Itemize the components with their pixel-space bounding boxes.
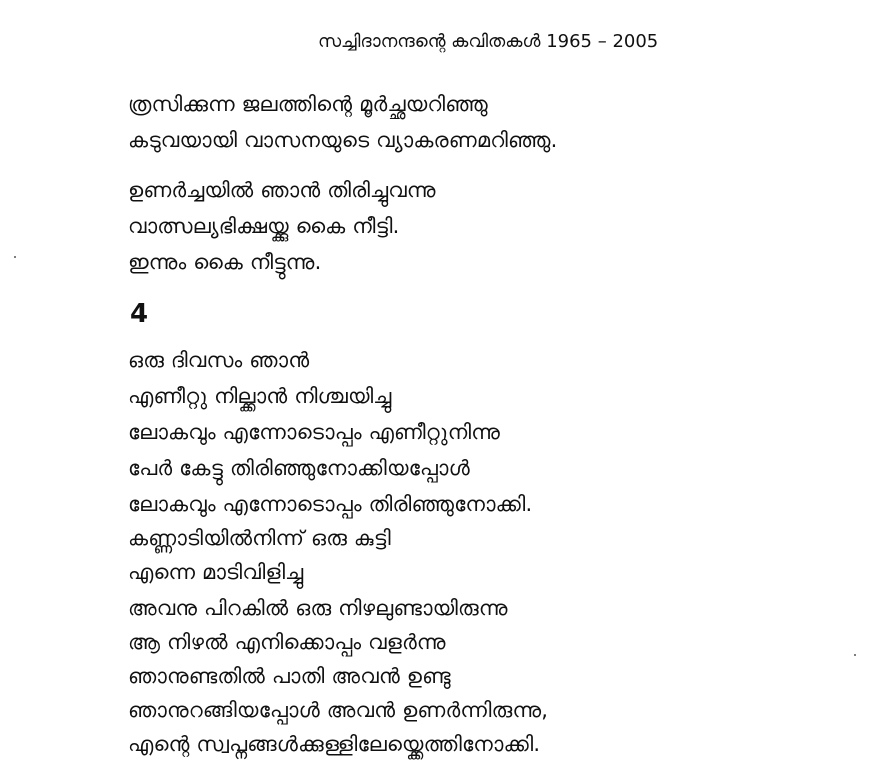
poem-line: ഉണർച്ചയിൽ ഞാൻ തിരിച്ചുവന്നു [128,178,436,202]
scan-speck [854,654,856,656]
poem-line: ഇന്നും കൈ നീട്ടുന്നു. [128,250,322,274]
poem-line: ലോകവും എന്നോടൊപ്പം തിരിഞ്ഞുനോക്കി. [128,492,533,516]
poem-line: കണ്ണാടിയിൽനിന്ന് ഒരു കുട്ടി [128,526,391,550]
poem-line: അവനു പിറകിൽ ഒരു നിഴലുണ്ടായിരുന്നു [128,596,508,620]
running-header: സച്ചിദാനന്ദന്റെ കവിതകൾ 1965 – 2005 [318,31,659,52]
poem-line: ഞാനുറങ്ങിയപ്പോൾ അവൻ ഉണർന്നിരുന്നു, [128,698,549,722]
poem-line: ഞാനുണ്ടതിൽ പാതി അവൻ ഉണ്ടു [128,664,451,688]
poem-line: എന്നെ മാടിവിളിച്ചു [128,560,304,584]
poem-line: ഒരു ദിവസം ഞാൻ [128,348,310,372]
poem-line: എന്റെ സ്വപ്നങ്ങൾക്കുള്ളിലേയ്ക്കെത്തിനോക്കി. [128,732,541,756]
poem-line: ത്രസിക്കുന്ന ജലത്തിന്റെ മൂർച്ഛയറിഞ്ഞു [128,92,488,116]
poem-line: ആ നിഴൽ എനിക്കൊപ്പം വളർന്നു [128,630,446,654]
scan-speck [14,256,16,258]
section-number: 4 [130,299,149,329]
poem-line: ലോകവും എന്നോടൊപ്പം എണീറ്റുനിന്നു [128,420,501,444]
poem-line: എണീറ്റു നില്ക്കാൻ നിശ്ചയിച്ചു [128,384,392,408]
poem-line: വാത്സല്യഭിക്ഷയ്ക്കു കൈ നീട്ടി. [128,214,400,238]
poem-line: പേർ കേട്ടു തിരിഞ്ഞുനോക്കിയപ്പോൾ [128,456,470,480]
poem-line: കടുവയായി വാസനയുടെ വ്യാകരണമറിഞ്ഞു. [128,128,558,152]
